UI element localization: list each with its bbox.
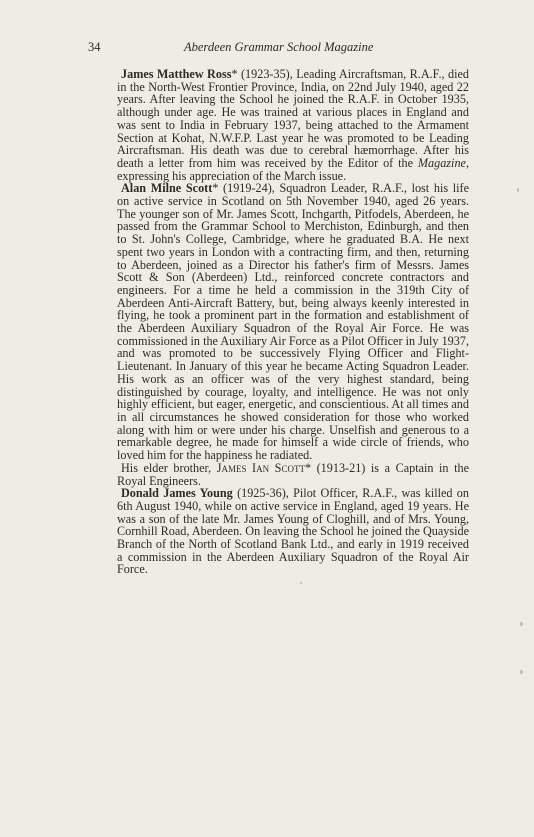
obituary-text: * (1923-35), Leading Aircraftsman, R.A.F., died in the North-West Frontier Province, India, on 22nd July 1940, aged 22 years. After leaving the School he joined the R.A.F. in October 1935, although under age. He was trained at various places in England and was sent to India in February 1937, being attached to the Armament Section at Kohat, N.W.F.P. Last year he was promoted to be Leading Aircraftsman. His death was due to cerebral hæmorrhage. After his death a letter from him was received by the Editor of the [117, 67, 469, 170]
person-name: James Matthew Ross [121, 67, 232, 81]
note-prefix: His elder brother, [121, 460, 217, 475]
paper-speck [520, 670, 523, 674]
running-title: Aberdeen Grammar School Magazine [184, 40, 374, 54]
person-name: Donald James Young [121, 486, 233, 501]
page-header [88, 40, 444, 56]
obituary-text: (1925-36), Pilot Officer, R.A.F., was killed on 6th August 1940, while on active service in England, aged 19 years. He was a son of the late Mr. James Young of Cloghill, and of Mrs. Young, Cornhill Road, Aberdeen. On leaving the School he joined the Quayside Branch of the North of Scotland Bank Ltd., and early in 1919 received a commission in the Aberdeen Auxiliary Squadron of the Royal Air Force. [117, 486, 470, 577]
obituary-ross [117, 68, 469, 182]
brother-name: James Ian Scott [216, 460, 305, 475]
article-body [117, 68, 469, 576]
page-number: 34 [88, 40, 101, 54]
note-text: * (1913-21) is a Captain in the Royal Engineers. [117, 460, 469, 488]
magazine-title: Magazine [417, 155, 466, 170]
obituary-scott [117, 182, 469, 461]
obituary-text: * (1919-24), Squadron Leader, R.A.F., lost his life on active service in Scotland on 5th November 1940, aged 26 years. The younger son of Mr. James Scott, Inchgarth, Pitfodels, Aberdeen, he passed from the Grammar School to Merchiston, Edinburgh, and then to St. John's College, Cambridge, where he graduated B.A. He next spent two years in London with a contracting firm, and then, returning to Aberdeen, joined as a Director his father's firm of Messrs. James Scott & Son (Aberdeen) Ltd., reinforced concrete contractors and engineers. For a time he held a commission in the 319th City of Aberdeen Anti-Aircraft Battery, but, being always keenly interested in flying, he took a prominent part in the formation and establishment of the Aberdeen Auxiliary Squadron of the Royal Air Force. He was commissioned in the Auxiliary Air Force as a Pilot Officer in July 1937, and was promoted to be successively Flying Officer and Flight-Lieutenant. In January of this year he became Acting Squadron Leader. His work as an officer was of the very highest standard, being distinguished by courage, loyalty, and intelligence. He was not only highly efficient, but eager, energetic, and conscientious. At all times and in all circumstances he showed consideration for those who worked along with him or were under his charge. Unselfish and generous to a remarkable degree, he made for himself a wide circle of friends, who loved him for the happiness he radiated. [117, 181, 470, 463]
paper-speck [300, 582, 302, 584]
paper-speck [517, 188, 519, 192]
paper-speck [520, 622, 523, 626]
brother-note [117, 462, 469, 487]
obituary-young [117, 487, 469, 576]
person-name: Alan Milne Scott [121, 181, 213, 196]
obituary-text-end: , expressing his appreciation of the March issue. [117, 155, 469, 183]
